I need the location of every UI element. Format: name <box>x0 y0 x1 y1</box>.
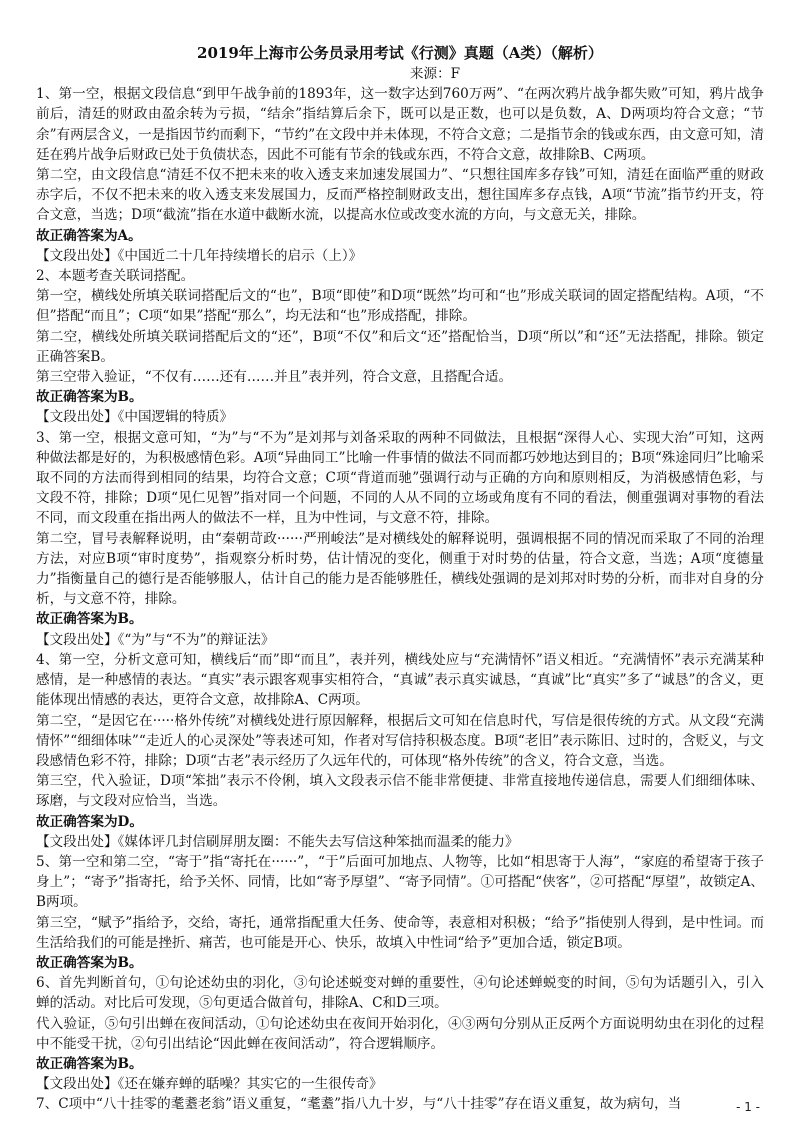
paragraph: 第三空，“赋予”指给予，交给，寄托，通常指配重大任务、使命等，表意相对积极；“给予”指使别人得到，是中性词。而生活给我们的可能是挫折、痛苦，也可能是开心、快乐，故填入中性词“给予”更加合适，锁定B项。 <box>36 914 764 951</box>
answer-line: 故正确答案为B。 <box>36 954 143 971</box>
paragraph: 【文段出处】《中国逻辑的特质》 <box>36 409 234 426</box>
paragraph: 3、第一空，根据文意可知，“为”与“不为”是刘邦与刘备采取的两种不同做法，且根据“深得人心、实现大治”可知，这两种做法都是好的，为积极感情色彩。A项“异曲同工”比喻一件事情的做法不同而都巧妙地达到目的；B项“殊途同归”比喻采取不同的方法而得到相同的结果，均符合文意；C项“背道而驰”强调行动与正确的方向和原则相反，为消极感情色彩，与文段不符，排除；D项“见仁见智”指对同一个问题，不同的人从不同的立场或角度有不同的看法，侧重强调对事物的看法不同，而文段重在指出两人的做法不一样，且为中性词，与文意不符，排除。 <box>36 429 764 527</box>
answer-line: 故正确答案为A。 <box>36 227 142 244</box>
paragraph: 1、第一空，根据文段信息“到甲午战争前的1893年，这一数字达到760万两”、“在两次鸦片战争都失败”可知，鸦片战争前后，清廷的财政由盈余转为亏损，“结余”指结算后余下，既可以是正数，也可以是负数，A、D两项均符合文意；“节余”有两层含义，一是指因节约而剩下，“节约”在文段中并未体现，不符合文意；二是指节余的钱或东西，由文意可知，清廷在鸦片战争后财政已处于负债状态，因此不可能有节余的钱或东西，不符合文意，故排除B、C两项。 <box>36 86 764 163</box>
paragraph: 6、首先判断首句，①句论述幼虫的羽化，③句论述蜕变对蝉的重要性，④句论述蝉蜕变的时间，⑤句为话题引入，引入蝉的活动。对比后可发现，⑤句更适合做首句，排除A、C和D三项。 <box>36 975 764 1012</box>
answer-line: 故正确答案为B。 <box>36 389 143 406</box>
paragraph: 第三空带入验证，“不仅有……还有……并且”表并列，符合文意，且搭配合适。 <box>36 369 513 386</box>
answer-line: 故正确答案为D。 <box>36 813 143 830</box>
paragraph: 7、C项中“八十挂零的耄耋老翁”语义重复，“耄耋”指八九十岁，与“八十挂零”存在语义重复，故为病句，当 <box>36 1096 682 1113</box>
paragraph: 第二空，“是因它在·····格外传统”对横线处进行原因解释，根据后文可知在信息时代，写信是很传统的方式。从文段“充满情怀”“细细体味”“走近人的心灵深处”等表述可知，作者对写信持积极态度。B项“老旧”表示陈旧、过时的，含贬义，与文段感情色彩不符，排除；D项“古老”表示经历了久远年代的，可体现“格外传统”的含义，符合文意，当选。 <box>36 712 764 769</box>
paragraph: 5、第一空和第二空，“寄于”指“寄托在······”，“于”后面可加地点、人物等，比如“相思寄于人海”，“家庭的希望寄于孩子身上”；“寄予”指寄托，给予关怀、同情，比如“寄予厚望”、“寄予同情”。①可搭配“侠客”，②可搭配“厚望”，故锁定A、B两项。 <box>36 853 764 911</box>
page-title: 2019年上海市公务员录用考试《行测》真题（A类）（解析） <box>197 44 603 62</box>
paragraph: 4、第一空，分析文意可知，横线后“而”即“而且”，表并列，横线处应与“充满情怀”语义相近。“充满情怀”表示充满某种感情，是一种感情的表达。“真实”表示跟客观事实相符合，“真诚”表示真实诚恳，“真诚”比“真实”多了“诚恳”的含义，更能体现出情感的表达，更符合文意，故排除A、C两项。 <box>36 651 764 709</box>
answer-line: 故正确答案为B。 <box>36 611 143 628</box>
paragraph: 【文段出处】《“为”与“不为”的辩证法》 <box>36 631 275 648</box>
paragraph: 2、本题考查关联词搭配。 <box>36 268 195 285</box>
paragraph: 第二空，横线处所填关联词搭配后文的“还”，B项“不仅”和后文“还”搭配恰当，D项“所以”和“还”无法搭配，排除。锁定正确答案B。 <box>36 328 764 365</box>
paragraph: 第二空，冒号表解释说明，由“秦朝苛政······严刑峻法”是对横线处的解释说明，强调根据不同的情况而采取了不同的治理方法，对应B项“审时度势”，指观察分析时势，估计情况的变化，侧重于对时势的估量，符合文意，当选；A项“度德量力”指衡量自己的德行是否能够服人，估计自己的能力是否能够胜任，横线处强调的是刘邦对时势的分析，而非对自身的分析，与文意不符，排除。 <box>36 530 764 608</box>
paragraph: 代入验证，⑤句引出蝉在夜间活动，①句论述幼虫在夜间开始羽化，④③两句分别从正反两个方面说明幼虫在羽化的过程中不能受干扰，②句引出结论“因此蝉在夜间活动”，符合逻辑顺序。 <box>36 1015 764 1052</box>
answer-line: 故正确答案为B。 <box>36 1055 143 1072</box>
page-number: - 1 - <box>736 1100 760 1114</box>
paragraph: 【文段出处】《媒体评几封信刷屏朋友圈：不能失去写信这种笨拙而温柔的能力》 <box>36 833 519 850</box>
source-line: 来源：F <box>409 66 461 82</box>
paragraph: 【文段出处】《还在嫌弃蝉的聒噪？其实它的一生很传奇》 <box>36 1076 383 1093</box>
document-body <box>36 84 764 1114</box>
paragraph: 第三空，代入验证，D项“笨拙”表示不伶俐，填入文段表示信不能非常便捷、非常直接地传递信息，需要人们细细体味、琢磨，与文段对应恰当，当选。 <box>36 773 764 810</box>
paragraph: 【文段出处】《中国近二十几年持续增长的启示（上）》 <box>36 247 363 264</box>
paragraph: 第二空，由文段信息“清廷不仅不把未来的收入透支来加速发展国力”、“只想往国库多存钱”可知，清廷在面临严重的财政赤字后，不仅不把未来的收入透支来发展国力，反而严格控制财政支出，想往国库多存点钱，A项“节流”指节约开支，符合文意，当选；D项“截流”指在水道中截断水流，以提高水位或改变水流的方向，与文意无关，排除。 <box>36 167 764 224</box>
paragraph: 第一空，横线处所填关联词搭配后文的“也”，B项“即使”和D项“既然”均可和“也”形成关联词的固定搭配结构。A项，“不但”搭配“而且”；C项“如果”搭配“那么”，均无法和“也”形成搭配，排除。 <box>36 288 764 325</box>
